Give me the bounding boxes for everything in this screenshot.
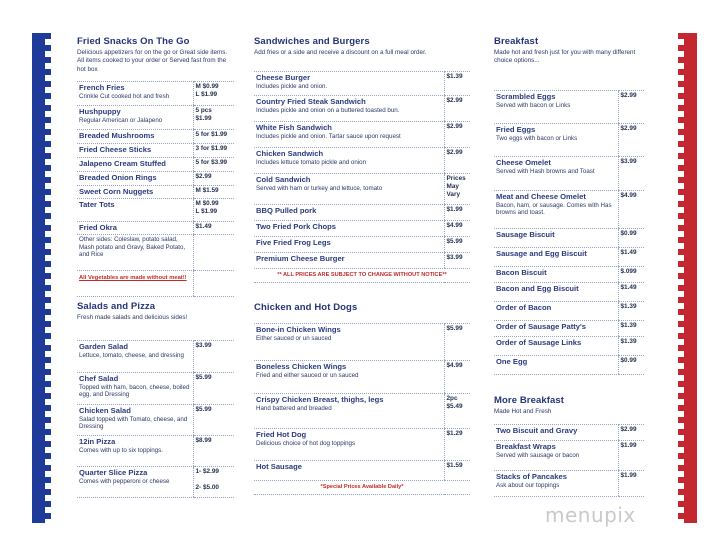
menu-item-price: $1.99 — [444, 205, 470, 221]
more-breakfast-rows — [494, 425, 644, 497]
menu-item-price: $1.39 — [618, 336, 644, 355]
menu-item-name: Garden Salad — [79, 341, 128, 351]
menu-item-description: Crinkle Cut cooked hot and fresh — [79, 93, 170, 101]
menu-item-row — [494, 123, 644, 156]
menu-item-row — [494, 301, 644, 320]
salads-rows — [77, 340, 234, 497]
menu-item-name: Bacon Biscuit — [496, 267, 547, 277]
more-breakfast-table — [494, 424, 644, 497]
menu-item-row — [494, 90, 644, 123]
menu-item-row — [77, 130, 234, 144]
menu-item-row — [254, 122, 470, 148]
menu-item-name: Bacon and Egg Biscuit — [496, 283, 579, 293]
left-wave-border — [45, 33, 51, 523]
menu-item-name: Hot Sausage — [256, 462, 302, 472]
menu-item-name: Scrambled Eggs — [496, 91, 556, 101]
menu-item-row — [77, 435, 234, 466]
menu-item-price: $.099 — [618, 266, 644, 282]
menu-item-row — [77, 199, 234, 222]
menu-item-name: Premium Cheese Burger — [256, 254, 345, 264]
menu-item-name: White Fish Sandwich — [256, 123, 332, 133]
menu-item-name: Cold Sandwich — [256, 175, 311, 185]
menu-item-row — [254, 237, 470, 253]
menu-item-name: Sausage Biscuit — [496, 229, 555, 239]
menu-item-name: Breaded Onion Rings — [79, 173, 157, 183]
menu-item-name: Fried Eggs — [496, 124, 536, 134]
menu-item-row — [254, 72, 470, 96]
menu-item-price: 5 for $3.99 — [193, 158, 234, 172]
menu-item-description: Ask about our toppings — [496, 482, 560, 490]
menu-item-row — [254, 221, 470, 237]
menu-item-name: Order of Sausage Patty's — [496, 321, 587, 331]
vegetables-note-row — [77, 271, 234, 297]
menu-item-row — [254, 174, 470, 205]
salads-table — [77, 340, 234, 498]
menu-item-price: $2.99 — [618, 425, 644, 441]
menu-item-name: Jalapeno Cream Stuffed — [79, 159, 166, 169]
menu-item-price: 5 pcs $1.99 — [193, 106, 234, 130]
menu-item-price: M $0.99 L $1.99 — [193, 82, 234, 106]
menu-item-name: Boneless Chicken Wings — [256, 362, 347, 372]
menu-item-name: Fried Okra — [79, 223, 117, 233]
menu-item-description: Topped with ham, bacon, cheese, boiled egg, and Dressing — [79, 383, 190, 399]
menu-item-row — [77, 372, 234, 404]
menu-item-price: $3.99 — [444, 253, 470, 269]
menu-item-row — [77, 404, 234, 435]
menu-item-row — [254, 461, 470, 481]
menu-item-price: $1.49 — [618, 282, 644, 301]
left-blue-border — [32, 33, 45, 523]
menu-item-price: $4.99 — [444, 221, 470, 237]
menu-item-name: Breakfast Wraps — [496, 442, 556, 452]
menu-item-row — [254, 205, 470, 221]
breakfast-table — [494, 90, 644, 375]
menu-item-description: Two eggs with bacon or Links — [496, 134, 578, 142]
menu-item-price: $3.99 — [193, 340, 234, 372]
menu-item-name: Crispy Chicken Breast, thighs, legs — [256, 395, 384, 405]
menu-item-price: $1.39 — [444, 72, 470, 96]
menu-item-name: Five Fried Frog Legs — [256, 238, 331, 248]
menu-item-price: $5.99 — [193, 372, 234, 404]
menu-item-name: Chicken Sandwich — [256, 149, 324, 159]
menu-item-name: Two Biscuit and Gravy — [496, 426, 578, 436]
menu-item-price: $0.99 — [618, 228, 644, 247]
sandwiches-description: Add fries or a side and receive a discount on a full meal order. — [254, 49, 427, 56]
sandwiches-title: Sandwiches and Burgers — [254, 36, 370, 47]
menu-item-price: $2.99 — [444, 96, 470, 122]
menu-item-row — [254, 429, 470, 461]
menu-item-description: Salad topped with Tomato, cheese, and Dressing — [79, 415, 188, 431]
menu-item-row — [77, 106, 234, 130]
more-breakfast-title: More Breakfast — [494, 394, 565, 406]
menu-item-price: 2pc $5.49 — [444, 394, 470, 429]
menu-item-price: $2.99 — [618, 90, 644, 123]
salads-description: Fresh made salads and delicious sides! — [77, 314, 188, 322]
menu-item-row — [494, 320, 644, 336]
fried-snacks-rows — [77, 82, 234, 235]
menu-item-name: Hushpuppy — [79, 107, 121, 117]
menu-item-name: One Egg — [496, 356, 528, 366]
menu-item-row — [77, 158, 234, 172]
menu-item-description: Includes lettuce tomato pickle and onion — [256, 159, 367, 167]
special-prices-row — [254, 481, 470, 495]
menu-item-price: 1- $2.99 2- $5.00 — [193, 466, 234, 497]
menu-item-row — [254, 361, 470, 394]
menu-item-row — [494, 336, 644, 355]
menu-item-row — [254, 148, 470, 174]
menu-item-name: Meat and Cheese Omelet — [496, 191, 586, 201]
menu-item-price: 5 for $1.99 — [193, 130, 234, 144]
sandwiches-table — [254, 71, 470, 283]
menu-item-row — [254, 96, 470, 122]
menu-item-row — [77, 172, 234, 186]
menu-item-row — [494, 441, 644, 471]
menu-item-description: Served with Hash browns and Toast — [496, 167, 595, 175]
menu-item-price: $2.99 — [444, 148, 470, 174]
menupix-watermark: menupix — [545, 503, 636, 527]
menu-item-row — [494, 355, 644, 374]
menu-item-price: $3.99 — [618, 156, 644, 190]
menu-item-price: $2.99 — [444, 122, 470, 148]
menu-item-row — [494, 190, 644, 228]
menu-item-row — [77, 340, 234, 372]
chicken-table — [254, 323, 470, 495]
menu-item-name: Chicken Salad — [79, 405, 131, 415]
menu-item-row — [77, 222, 234, 235]
right-wave-border — [678, 33, 684, 523]
menu-item-name: Breaded Mushrooms — [79, 131, 155, 141]
menu-item-description: Lettuce, tomato, cheese, and dressing — [79, 351, 184, 359]
menu-item-description: Comes with up to six toppings. — [79, 446, 163, 454]
menu-item-name: Cheese Omelet — [496, 157, 551, 167]
menu-item-price: $0.99 — [618, 355, 644, 374]
menu-item-price: $5.99 — [444, 237, 470, 253]
menu-item-price: $1.59 — [444, 461, 470, 481]
salads-title: Salads and Pizza — [77, 301, 156, 313]
menu-item-name: 12in Pizza — [79, 436, 116, 446]
special-prices-note: *Special Prices Available Daily* — [320, 484, 404, 491]
menu-item-name: Sausage and Egg Biscuit — [496, 248, 587, 258]
menu-item-name: Country Fried Steak Sandwich — [256, 97, 366, 107]
menu-item-description: Served with sausage or bacon — [496, 452, 580, 460]
menu-item-name: Fried Hot Dog — [256, 430, 307, 440]
menu-item-description: Includes pickle and onion. — [256, 83, 328, 91]
menu-item-row — [254, 394, 470, 429]
menu-item-price: M $1.59 — [193, 186, 234, 199]
fried-snacks-table — [77, 81, 234, 297]
menu-item-row — [494, 247, 644, 266]
menu-item-row — [494, 266, 644, 282]
breakfast-description: Made hot and fresh just for you with many different choice options... — [494, 49, 636, 65]
menu-item-name: Order of Bacon — [496, 302, 552, 312]
sandwiches-rows — [254, 72, 470, 269]
menu-item-price: $1.39 — [618, 320, 644, 336]
other-sides-row — [77, 235, 234, 271]
menu-item-row — [77, 144, 234, 158]
right-column — [494, 36, 644, 497]
menu-item-row — [494, 228, 644, 247]
menu-item-row — [494, 471, 644, 497]
menu-item-description: Hand battered and breaded — [256, 405, 332, 413]
menu-item-name: Two Fried Pork Chops — [256, 222, 337, 232]
menu-item-price: $4.99 — [618, 190, 644, 228]
menu-item-price: $1.49 — [193, 222, 234, 235]
menu-item-price: $5.99 — [444, 324, 470, 361]
menu-item-price: $8.99 — [193, 435, 234, 466]
price-change-notice: ** ALL PRICES ARE SUBJECT TO CHANGE WITHOUT NOTICE** — [277, 272, 447, 279]
menu-item-description: Includes pickle and onion. Tartar sauce upon request — [256, 133, 401, 141]
menu-item-name: Tater Tots — [79, 200, 115, 210]
menu-item-description: Regular American or Jalapeno — [79, 117, 163, 125]
menu-item-row — [77, 186, 234, 199]
menu-item-name: Cheese Burger — [256, 73, 311, 83]
menu-item-description: Includes pickle and onion on a buttered toasted bun. — [256, 107, 400, 115]
menu-item-row — [494, 425, 644, 441]
menu-item-name: Quarter Slice Pizza — [79, 467, 148, 477]
menu-item-description: Served with ham or turkey and lettuce, tomato — [256, 185, 383, 193]
menu-item-name: Sweet Corn Nuggets — [79, 187, 154, 197]
menu-item-row — [77, 466, 234, 497]
menu-item-description: Comes with pepperoni or cheese — [79, 477, 170, 485]
fried-snacks-title: Fried Snacks On The Go — [77, 36, 190, 47]
menu-item-description: Bacon, ham, or sausage. Comes with Has browns and toast. — [496, 201, 612, 217]
menu-item-name: BBQ Pulled pork — [256, 206, 317, 216]
fried-snacks-description: Delicious appetizers for on the go or Great side items. All items cooked to your order or Served fast from the hot box — [77, 49, 228, 73]
breakfast-rows — [494, 90, 644, 374]
menu-item-price: $2.99 — [618, 123, 644, 156]
menu-item-price: $1.99 — [618, 441, 644, 471]
menu-item-description: Delicious choice of hot dog toppings — [256, 440, 356, 448]
menu-item-description: Fried and either sauced or un sauced — [256, 372, 359, 380]
menu-item-row — [494, 282, 644, 301]
chicken-rows — [254, 324, 470, 481]
menu-item-name: Bone-in Chicken Wings — [256, 325, 341, 335]
menu-item-price: 3 for $1.99 — [193, 144, 234, 158]
vegetables-note: All Vegetables are made without meat!! — [79, 275, 187, 282]
menu-item-name: Order of Sausage Links — [496, 337, 582, 347]
breakfast-title: Breakfast — [494, 36, 539, 47]
menu-item-description: Served with bacon or Links — [496, 101, 571, 109]
other-sides-note: Other sides: Coleslaw, potato salad, Mash potato and Gravy, Baked Potato, and Rice — [79, 236, 186, 259]
right-red-border — [684, 33, 697, 523]
menu-item-name: Stacks of Pancakes — [496, 472, 567, 482]
menu-item-price: $5.99 — [193, 404, 234, 435]
chicken-title: Chicken and Hot Dogs — [254, 302, 358, 314]
menu-item-name: French Fries — [79, 83, 125, 93]
menu-item-row — [494, 156, 644, 190]
menu-item-row — [254, 253, 470, 269]
menu-item-price: $1.49 — [618, 247, 644, 266]
menu-item-price: $4.99 — [444, 361, 470, 394]
middle-column — [254, 36, 470, 495]
menu-item-price: $1.39 — [618, 301, 644, 320]
menu-item-name: Fried Cheese Sticks — [79, 145, 152, 155]
menu-item-price: Prices May Vary — [444, 174, 470, 205]
left-column — [77, 36, 234, 498]
menu-item-description: Either sauced or un sauced — [256, 335, 332, 343]
menu-item-price: $1.29 — [444, 429, 470, 461]
menu-item-price: $1.99 — [618, 471, 644, 497]
menu-item-name: Chef Salad — [79, 373, 119, 383]
more-breakfast-description: Made Hot and Fresh — [494, 407, 552, 415]
price-notice-row — [254, 269, 470, 283]
menu-item-price: M $0.99 L $1.99 — [193, 199, 234, 222]
menu-item-price: $2.99 — [193, 172, 234, 186]
menu-item-row — [254, 324, 470, 361]
menu-item-row — [77, 82, 234, 106]
